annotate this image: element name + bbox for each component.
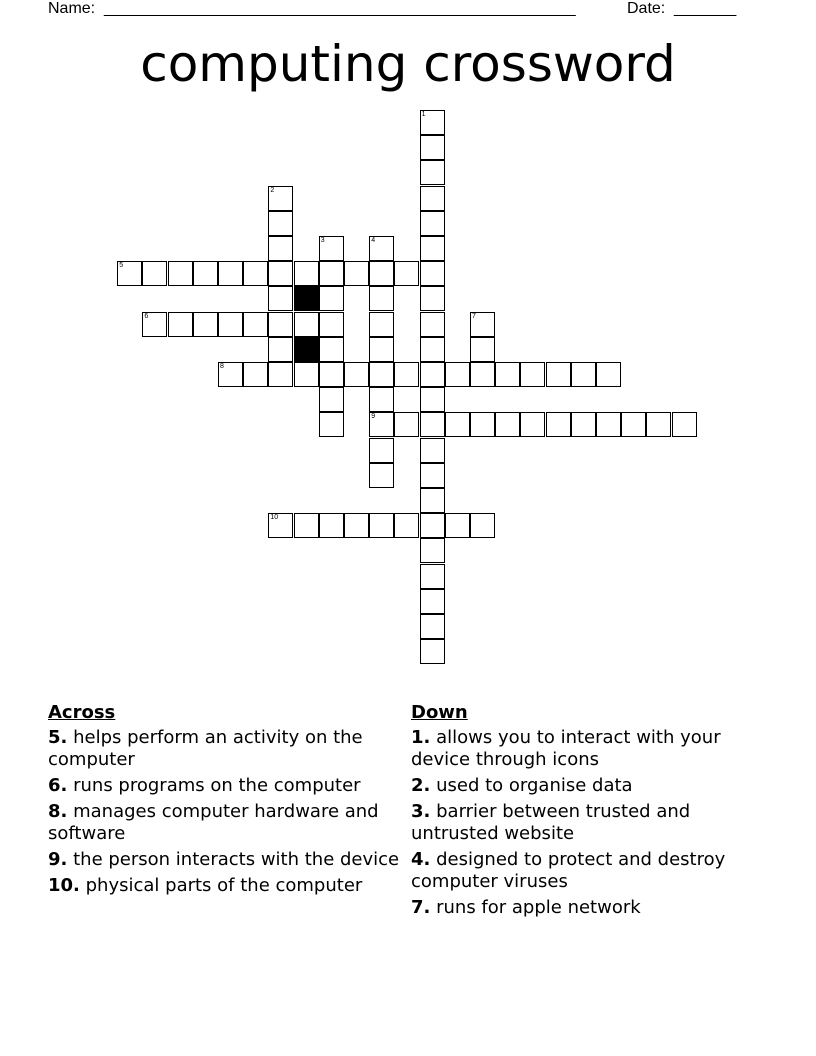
page-title: computing crossword <box>140 35 676 93</box>
clue-number: 2 <box>270 186 275 194</box>
grid-cell[interactable] <box>168 261 193 286</box>
grid-cell[interactable] <box>420 488 445 513</box>
clue-text: runs for apple network <box>436 897 641 918</box>
date-blank: _______ <box>674 0 737 17</box>
grid-cell[interactable] <box>319 412 344 437</box>
grid-cell[interactable] <box>319 261 344 286</box>
grid-cell[interactable] <box>243 261 268 286</box>
clue-number: 4 <box>371 237 376 244</box>
grid-cell[interactable] <box>369 412 394 437</box>
across-clue <box>48 727 408 771</box>
grid-cell[interactable] <box>319 236 344 261</box>
grid-cell[interactable] <box>369 261 394 286</box>
grid-cell[interactable] <box>319 387 344 412</box>
grid-cell[interactable] <box>268 513 293 538</box>
down-clue <box>411 801 771 845</box>
clue-num: 6. <box>48 775 68 796</box>
clue-number: 8 <box>220 363 224 370</box>
clue-number: 9 <box>371 413 376 421</box>
grid-cell[interactable] <box>294 312 319 337</box>
down-clue-list <box>411 727 771 919</box>
grid-cell[interactable] <box>470 362 495 387</box>
clue-text: the person interacts with the device <box>73 849 400 870</box>
grid-cell[interactable] <box>495 412 520 437</box>
across-clue <box>48 801 408 845</box>
clue-num: 5. <box>48 727 68 748</box>
grid-cell[interactable] <box>268 261 293 286</box>
grid-cell[interactable] <box>596 362 621 387</box>
grid-cell[interactable] <box>420 412 445 437</box>
clue-text: allows you to interact with your device through icons <box>411 727 721 770</box>
grid-cell[interactable] <box>420 236 445 261</box>
across-clue <box>48 775 408 797</box>
grid-cell[interactable] <box>369 387 394 412</box>
grid-cell[interactable] <box>218 312 243 337</box>
grid-cell[interactable] <box>193 312 218 337</box>
grid-cell[interactable] <box>420 160 445 185</box>
grid-cell[interactable] <box>420 286 445 311</box>
grid-cell[interactable] <box>294 513 319 538</box>
across-clue <box>48 849 408 871</box>
clue-num: 3. <box>411 801 431 822</box>
grid-cell[interactable] <box>470 312 495 337</box>
clue-text: barrier between trusted and untrusted website <box>411 801 691 844</box>
grid-cell[interactable] <box>420 614 445 639</box>
grid-cell[interactable] <box>470 412 495 437</box>
down-clue <box>411 727 771 771</box>
grid-cell[interactable] <box>621 412 646 437</box>
date-label: Date: <box>627 0 666 17</box>
grid-cell[interactable] <box>420 513 445 538</box>
clue-num: 9. <box>48 849 68 870</box>
grid-cell[interactable] <box>571 362 596 387</box>
grid-cell[interactable] <box>445 362 470 387</box>
grid-cell[interactable] <box>495 362 520 387</box>
grid-cell[interactable] <box>470 337 495 362</box>
grid-cell[interactable] <box>142 261 167 286</box>
across-clues <box>48 702 408 901</box>
grid-cell[interactable] <box>319 513 344 538</box>
clue-num: 2. <box>411 775 431 796</box>
grid-cell[interactable] <box>520 362 545 387</box>
clue-num: 4. <box>411 849 431 870</box>
clue-number: 1 <box>421 111 426 118</box>
grid-cell[interactable] <box>369 362 394 387</box>
grid-cell[interactable] <box>420 463 445 488</box>
down-clue <box>411 775 771 797</box>
clue-text: manages computer hardware and software <box>48 801 379 844</box>
clue-num: 1. <box>411 727 431 748</box>
grid-cell[interactable] <box>672 412 697 437</box>
grid-cell[interactable] <box>268 236 293 261</box>
grid-cell[interactable] <box>546 412 571 437</box>
clue-text: helps perform an activity on the computer <box>48 727 363 770</box>
grid-cell[interactable] <box>268 337 293 362</box>
grid-cell[interactable] <box>344 261 369 286</box>
down-clues <box>411 702 771 923</box>
grid-cell[interactable] <box>546 362 571 387</box>
down-clue <box>411 849 771 893</box>
grid-cell[interactable] <box>369 286 394 311</box>
clue-number: 3 <box>320 237 325 244</box>
down-heading: Down <box>411 702 468 723</box>
grid-cell[interactable] <box>344 362 369 387</box>
grid-cell[interactable] <box>394 362 419 387</box>
grid-cell[interactable] <box>268 286 293 311</box>
grid-cell[interactable] <box>445 513 470 538</box>
grid-cell[interactable] <box>420 387 445 412</box>
grid-cell[interactable] <box>394 261 419 286</box>
grid-cell[interactable] <box>369 312 394 337</box>
grid-cell[interactable] <box>420 211 445 236</box>
clue-number: 5 <box>119 262 124 270</box>
grid-cell[interactable] <box>445 412 470 437</box>
grid-cell[interactable] <box>193 261 218 286</box>
grid-cell[interactable] <box>142 312 167 337</box>
clue-text: runs programs on the computer <box>73 775 361 796</box>
across-heading: Across <box>48 702 116 723</box>
grid-cell[interactable] <box>168 312 193 337</box>
clue-num: 10. <box>48 875 80 896</box>
grid-cell[interactable] <box>520 412 545 437</box>
shaded-cell <box>294 286 319 311</box>
clue-number: 7 <box>472 312 476 320</box>
grid-cell[interactable] <box>268 312 293 337</box>
grid-cell[interactable] <box>420 589 445 614</box>
grid-cell[interactable] <box>420 186 445 211</box>
grid-cell[interactable] <box>420 110 445 135</box>
grid-cell[interactable] <box>420 362 445 387</box>
clue-num: 8. <box>48 801 68 822</box>
grid-cell[interactable] <box>243 362 268 387</box>
clue-text: used to organise data <box>436 775 633 796</box>
grid-cell[interactable] <box>369 463 394 488</box>
grid-cell[interactable] <box>420 538 445 563</box>
grid-cell[interactable] <box>294 261 319 286</box>
grid-cell[interactable] <box>420 261 445 286</box>
down-clue <box>411 897 771 919</box>
name-blank: _____________________________________________________ <box>104 0 576 17</box>
clue-number: 10 <box>270 514 279 522</box>
grid-cell[interactable] <box>319 362 344 387</box>
grid-cell[interactable] <box>571 412 596 437</box>
clue-text: designed to protect and destroy computer viruses <box>411 849 726 892</box>
grid-cell[interactable] <box>420 312 445 337</box>
name-label: Name: <box>48 0 96 17</box>
grid-cell[interactable] <box>268 211 293 236</box>
clue-text: physical parts of the computer <box>85 875 363 896</box>
grid-cell[interactable] <box>394 513 419 538</box>
grid-cell[interactable] <box>369 438 394 463</box>
grid-cell[interactable] <box>218 362 243 387</box>
grid-cell[interactable] <box>369 236 394 261</box>
grid-cell[interactable] <box>243 312 268 337</box>
shaded-cell <box>294 337 319 362</box>
grid-cell[interactable] <box>268 362 293 387</box>
grid-cell[interactable] <box>646 412 671 437</box>
grid-cell[interactable] <box>294 362 319 387</box>
grid-cell[interactable] <box>596 412 621 437</box>
grid-cell[interactable] <box>420 639 445 664</box>
grid-cell[interactable] <box>470 513 495 538</box>
grid-cell[interactable] <box>218 261 243 286</box>
grid-cell[interactable] <box>394 412 419 437</box>
grid-cell[interactable] <box>420 337 445 362</box>
grid-cell[interactable] <box>268 186 293 211</box>
grid-cell[interactable] <box>344 513 369 538</box>
grid-cell[interactable] <box>369 513 394 538</box>
grid-cell[interactable] <box>420 564 445 589</box>
grid-cell[interactable] <box>319 312 344 337</box>
grid-cell[interactable] <box>420 438 445 463</box>
clue-num: 7. <box>411 897 431 918</box>
grid-cell[interactable] <box>420 135 445 160</box>
across-clue-list <box>48 727 408 897</box>
grid-cell[interactable] <box>369 337 394 362</box>
grid-cell[interactable] <box>319 337 344 362</box>
across-clue <box>48 875 408 897</box>
grid-cell[interactable] <box>319 286 344 311</box>
clue-number: 6 <box>144 312 149 320</box>
grid-cell[interactable] <box>117 261 142 286</box>
